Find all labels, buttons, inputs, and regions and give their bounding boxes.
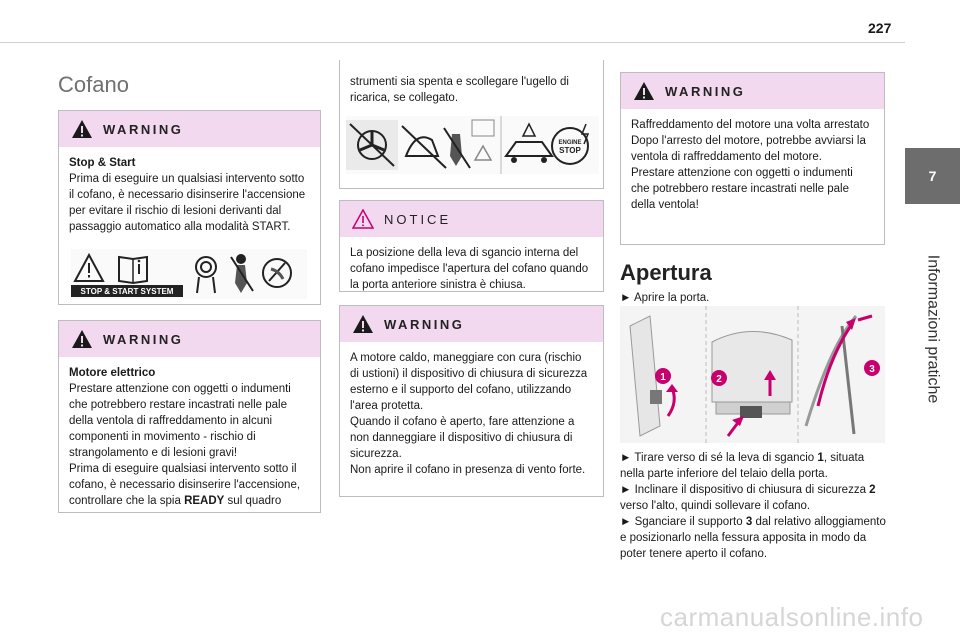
step-open-door: ► Aprire la porta. xyxy=(620,292,710,304)
no-scarf-icon xyxy=(263,259,291,287)
open-hood-warning-icon xyxy=(506,124,552,163)
warning-body xyxy=(340,342,603,486)
manual-warning-icon xyxy=(472,120,494,160)
section-title-cofano: Cofano xyxy=(58,72,129,97)
warning-body xyxy=(59,357,320,517)
tie-icon xyxy=(444,128,470,168)
fan-icon xyxy=(346,120,398,170)
release-lever-icon xyxy=(650,390,662,404)
warning-text-c: Non aprire il cofano in presenza di vento forte. xyxy=(350,464,586,476)
hand-icon xyxy=(402,126,446,168)
svg-text:3: 3 xyxy=(869,364,875,375)
continued-text: strumenti sia spenta e scollegare l'ugello di ricarica, se collegato. xyxy=(350,76,569,104)
warning-label: WARNING xyxy=(103,121,184,137)
warning-text-b: Quando il cofano è aperto, fare attenzione a non danneggiare il dispositivo di chiusura di sicurezza. xyxy=(350,416,575,460)
notice-triangle-icon xyxy=(352,209,374,229)
apertura-steps xyxy=(620,450,890,562)
warning-heading: Stop & Start xyxy=(69,157,136,169)
warning-box-cooling-fan xyxy=(620,72,885,245)
warning-text-a: Prestare attenzione con oggetti o indumenti che potrebbero restare incastrati nelle pale della ventola di raffreddamento in alcuni componenti in movimento - rischio di strangolamento e di lesioni gravi! xyxy=(69,383,291,459)
stop-start-pictogram-strip xyxy=(71,249,307,299)
chapter-title-text: Informazioni pratiche xyxy=(924,254,942,404)
warning-triangle-icon xyxy=(75,255,103,281)
hood-prop-rod-icon xyxy=(842,326,854,434)
warning-label: WARNING xyxy=(384,316,465,332)
hood-opening-diagram xyxy=(620,306,885,443)
warning-body xyxy=(621,109,884,221)
warning-text: Prima di eseguire un qualsiasi intervento sotto il cofano, è necessario disinserire l'accensione per evitare il rischio di lesioni derivanti dal passaggio automatico alla modalità START. xyxy=(69,173,306,233)
warning-heading: Motore elettrico xyxy=(69,367,156,379)
tie-icon xyxy=(231,254,253,293)
stop-label: STOP xyxy=(559,146,581,155)
entanglement-icon xyxy=(196,257,216,293)
continued-warning-box xyxy=(339,60,604,189)
warning-box-stop-start xyxy=(58,110,321,305)
notice-header xyxy=(340,201,603,237)
warning-triangle-icon xyxy=(633,81,655,101)
step-2: ► Inclinare il dispositivo di chiusura di sicurezza 2 verso l'alto, quindi sollevare il cofano. xyxy=(620,484,876,512)
stop-start-badge: STOP & START SYSTEM xyxy=(80,287,174,296)
warning-label: WARNING xyxy=(665,83,746,99)
warning-header xyxy=(340,306,603,342)
warning-box-hot-engine xyxy=(339,305,604,497)
warning-text-b: Prima di eseguire qualsiasi intervento sotto il cofano, è necessario disinserire l'accensione, controllare che la spia READY sul quadro xyxy=(69,463,301,507)
ready-indicator-label: READY xyxy=(184,495,225,507)
svg-text:1: 1 xyxy=(660,372,666,383)
manual-book-icon xyxy=(119,257,147,283)
warning-header xyxy=(621,73,884,109)
safety-catch-icon xyxy=(740,406,762,418)
svg-text:2: 2 xyxy=(716,374,722,385)
warning-box-electric-motor xyxy=(58,320,321,513)
hood-opening-illustration xyxy=(620,306,885,443)
section-title-apertura: Apertura xyxy=(620,260,712,285)
warning-header xyxy=(59,111,320,147)
notice-label: NOTICE xyxy=(384,211,452,227)
warning-label: WARNING xyxy=(103,331,184,347)
warning-text-a: A motore caldo, maneggiare con cura (rischio di ustioni) il dispositivo di chiusura di sicurezza esterno e il supporto del cofano, utilizzando l'area protetta. xyxy=(350,352,588,412)
warning-triangle-icon xyxy=(71,329,93,349)
chapter-tab[interactable]: 7 xyxy=(905,148,960,204)
header-rule xyxy=(0,42,905,43)
warning-triangle-icon xyxy=(352,314,374,334)
warning-line-3: Prestare attenzione con oggetti o indumenti che potrebbero restare incastrati nelle pale della ventola! xyxy=(631,167,853,211)
watermark: carmanualsonline.info xyxy=(660,602,924,632)
electric-motor-pictogram-strip xyxy=(346,116,599,174)
engine-label: ENGINE xyxy=(558,140,582,146)
warning-header xyxy=(59,321,320,357)
electric-motor-icons xyxy=(346,116,599,174)
notice-text: La posizione della leva di sgancio interna del cofano impedisce l'apertura del cofano quando la porta anteriore sinistra è chiusa. xyxy=(350,247,589,291)
stop-start-icons xyxy=(71,249,307,299)
step-3: ► Sganciare il supporto 3 dal relativo alloggiamento e posizionarlo nella fessura apposita in modo da poter tenere aperto il cofano. xyxy=(620,516,886,560)
warning-line-2: Dopo l'arresto del motore, potrebbe avviarsi la ventola di raffreddamento del motore. xyxy=(631,135,866,163)
page-number: 227 xyxy=(868,20,892,36)
notice-box-hood-lever xyxy=(339,200,604,292)
warning-triangle-icon xyxy=(71,119,93,139)
chapter-title xyxy=(905,204,960,454)
step-1: ► Tirare verso di sé la leva di sgancio 1, situata nella parte inferiore del telaio della porta. xyxy=(620,452,865,480)
warning-body xyxy=(59,147,320,243)
warning-line-1: Raffreddamento del motore una volta arrestato xyxy=(631,119,870,131)
